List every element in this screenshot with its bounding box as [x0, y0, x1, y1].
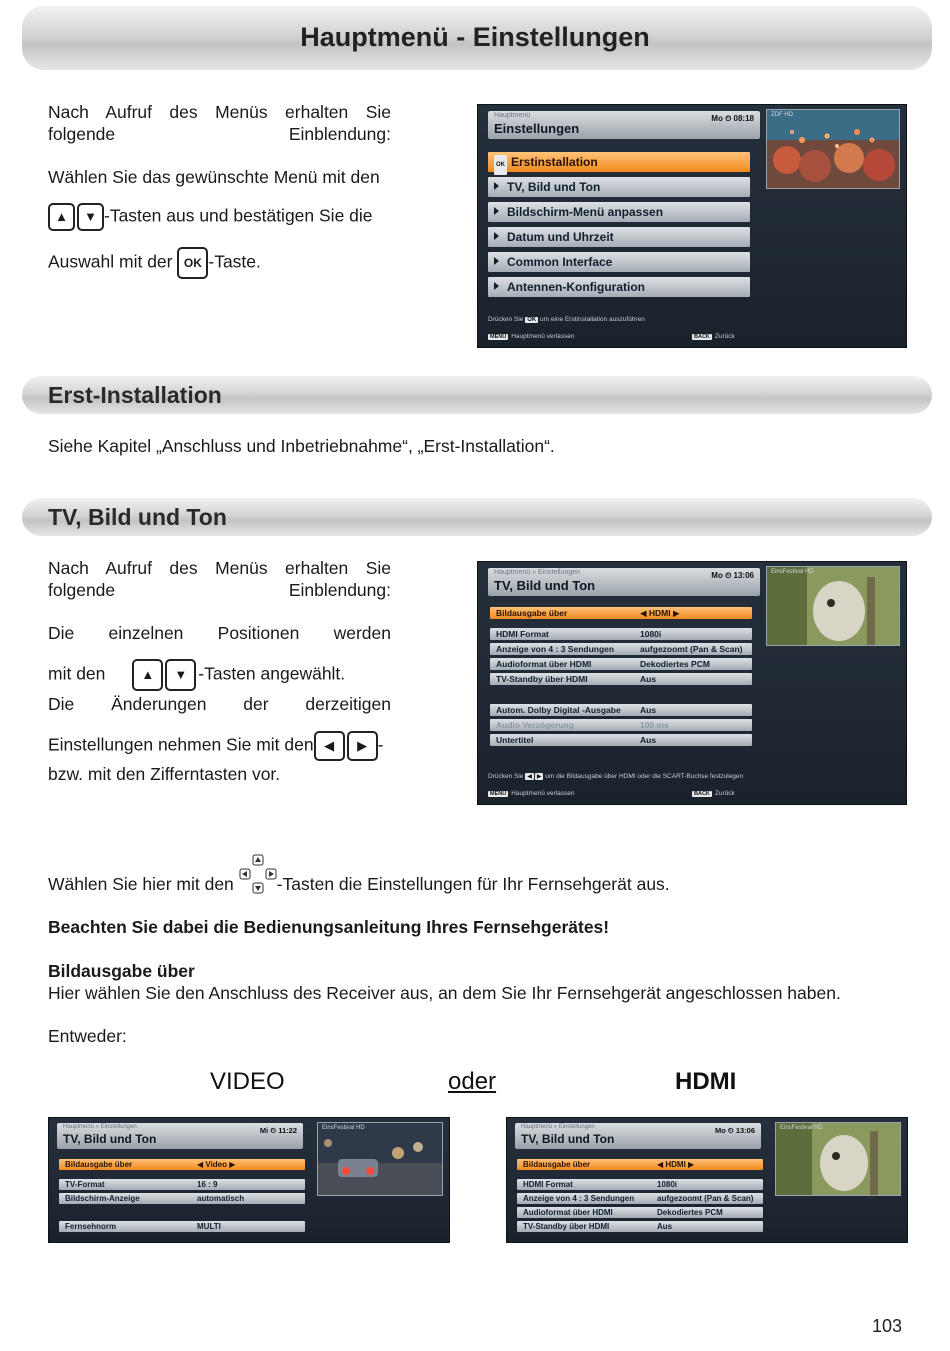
settings-row[interactable]: [59, 1179, 305, 1190]
crumb-1: Hauptmenü: [63, 1124, 95, 1130]
setting-label: Audioformat über HDMI: [496, 659, 592, 669]
setting-label: HDMI Format: [523, 1180, 573, 1189]
screen-header: [57, 1123, 303, 1149]
down-key-icon: ▼: [165, 659, 196, 691]
footer-left: [488, 333, 574, 340]
footer-right: [692, 333, 735, 340]
setting-label: TV-Standby über HDMI: [523, 1222, 610, 1231]
screen-title: TV, Bild und Ton: [521, 1132, 615, 1146]
tv-text-mit-den: mit den: [48, 663, 106, 684]
section-title-erst-installation: Erst-Installation: [48, 382, 222, 408]
ok-key-icon: OK: [177, 247, 208, 279]
crumb-2: Einstellungen: [558, 1124, 595, 1130]
setting-value: ◀ HDMI ▶: [640, 608, 680, 618]
footer-right: [692, 790, 735, 797]
erst-installation-text: Siehe Kapitel „Anschluss und Inbetriebnahme“, „Erst-Installation“.: [48, 436, 555, 456]
setting-value: MULTI: [197, 1222, 221, 1231]
screen-header: [515, 1123, 761, 1149]
entweder-label: Entweder:: [48, 1026, 127, 1046]
setting-label: Audio Verzögerung: [496, 720, 574, 730]
video-output-screenshot: [48, 1117, 450, 1243]
hint-text-b: um eine Erstinstallation auszuführen: [540, 316, 645, 323]
tv-text-angewaehlt: -Tasten angewählt.: [198, 663, 346, 684]
setting-label: Audioformat über HDMI: [523, 1208, 613, 1217]
settings-row[interactable]: [517, 1207, 763, 1218]
section-title-tv-bild-ton: TV, Bild und Ton: [48, 504, 227, 530]
settings-row[interactable]: [59, 1159, 305, 1170]
settings-row[interactable]: [490, 734, 752, 746]
screen-breadcrumb: Hauptmenü: [494, 112, 531, 119]
crumb-1: Hauptmenü: [494, 569, 531, 576]
setting-label: Anzeige von 4 : 3 Sendungen: [496, 644, 615, 654]
lemur-image: [776, 1123, 900, 1195]
setting-label: Fernsehnorm: [65, 1222, 117, 1231]
tv-bild-ton-screenshot: [477, 561, 907, 805]
channel-name: EinsFestival HD: [780, 1125, 823, 1131]
setting-value: 100 ms: [640, 720, 669, 730]
settings-row[interactable]: [490, 643, 752, 655]
tv-text-aenderungen: Die Änderungen der derzeitigen: [48, 694, 391, 714]
settings-menu-screenshot: [477, 104, 907, 348]
settings-row[interactable]: [490, 658, 752, 670]
bildausgabe-text: Hier wählen Sie den Anschluss des Receiver aus, an dem Sie Ihr Fernsehgerät angeschlossen haben.: [48, 983, 841, 1003]
settings-row[interactable]: [517, 1159, 763, 1170]
option-video: VIDEO: [210, 1068, 285, 1095]
menu-item-bildschirm-menu[interactable]: [488, 202, 750, 222]
setting-value: 1080i: [657, 1180, 678, 1189]
channel-name: EinsFestival HD: [322, 1125, 365, 1131]
menu-item-label: Common Interface: [507, 255, 613, 269]
footer-left: [488, 790, 574, 797]
menu-key-badge: MENU: [490, 334, 507, 340]
hdmi-output-screenshot: [506, 1117, 908, 1243]
settings-row[interactable]: [490, 673, 752, 685]
bildausgabe-title: Bildausgabe über: [48, 961, 195, 981]
setting-value: automatisch: [197, 1194, 245, 1203]
menu-item-label: Antennen-Konfiguration: [507, 280, 645, 294]
setting-label: Anzeige von 4 : 3 Sendungen: [523, 1194, 635, 1203]
footer-right-text: Zurück: [714, 333, 735, 340]
select-text-line: [48, 872, 908, 895]
crumb-1: Hauptmenü: [521, 1124, 553, 1130]
setting-label: Bildausgabe über: [496, 608, 568, 618]
settings-row[interactable]: [490, 628, 752, 640]
menu-item-label: Datum und Uhrzeit: [507, 230, 614, 244]
tv-text-einstellungen: Einstellungen nehmen Sie mit den: [48, 734, 314, 755]
screen-header: [488, 111, 760, 139]
settings-row[interactable]: [517, 1193, 763, 1204]
settings-row[interactable]: [517, 1179, 763, 1190]
menu-item-antennen-konfiguration[interactable]: [488, 277, 750, 297]
menu-item-label: Erstinstallation: [511, 155, 598, 169]
intro-ok-text-b: -Taste.: [208, 251, 261, 272]
screen-title: Einstellungen: [494, 121, 580, 136]
setting-label: Autom. Dolby Digital -Ausgabe: [496, 705, 621, 715]
screen-breadcrumb: [521, 1124, 595, 1130]
setting-value: ◀ Video ▶: [197, 1160, 236, 1169]
arrow-right-icon: [494, 207, 499, 215]
intro-text: Nach Aufruf des Menüs erhalten Sie folgende Einblendung:: [48, 102, 391, 144]
screen-clock: Mo ⏲ 13:06: [714, 1126, 755, 1135]
hint-text-a: Drücken Sie: [488, 773, 524, 780]
menu-key-badge: MENU: [490, 791, 507, 797]
menu-item-common-interface[interactable]: [488, 252, 750, 272]
up-key-icon: ▲: [132, 659, 163, 691]
settings-row[interactable]: [59, 1221, 305, 1232]
setting-label: Untertitel: [496, 735, 534, 745]
settings-row[interactable]: [490, 607, 752, 619]
menu-item-label: TV, Bild und Ton: [507, 180, 601, 194]
setting-value: aufgezoomt (Pan & Scan): [640, 644, 743, 654]
menu-item-datum-uhrzeit[interactable]: [488, 227, 750, 247]
setting-label: HDMI Format: [496, 629, 549, 639]
crumb-2: Einstellungen: [538, 569, 581, 576]
setting-label: Bildausgabe über: [523, 1160, 591, 1169]
settings-row[interactable]: [490, 719, 752, 731]
left-key-icon: ◀: [314, 731, 345, 761]
channel-name: ZDF HD: [771, 112, 793, 118]
arrow-right-icon: [494, 232, 499, 240]
settings-row[interactable]: [59, 1193, 305, 1204]
intro-instruction: Wählen Sie das gewünschte Menü mit den: [48, 167, 380, 187]
menu-item-erstinstallation[interactable]: [488, 152, 750, 172]
hint-text-a: Drücken Sie: [488, 316, 524, 323]
tv-intro-text: Nach Aufruf des Menüs erhalten Sie folgende Einblendung:: [48, 558, 391, 600]
tv-text-zifferntasten: bzw. mit den Zifferntasten vor.: [48, 764, 281, 784]
setting-value: Aus: [640, 674, 657, 684]
tv-manual-note: Beachten Sie dabei die Bedienungsanleitung Ihres Fernsehgerätes!: [48, 917, 610, 937]
screen-header: [488, 568, 760, 596]
screen-title: TV, Bild und Ton: [63, 1132, 157, 1146]
crumb-sep: »: [532, 569, 537, 576]
intro-ok-text-a: Auswahl mit der: [48, 251, 173, 272]
screen-clock: Mo ⏲ 13:06: [711, 571, 754, 580]
back-key-badge: BACK: [694, 791, 710, 797]
crumb-sep: »: [553, 1124, 558, 1130]
screen-title: TV, Bild und Ton: [494, 578, 596, 593]
setting-label: Bildschirm-Anzeige: [65, 1194, 140, 1203]
setting-label: TV-Format: [65, 1180, 105, 1189]
intro-ok-line: [48, 247, 398, 279]
tv-text-updown-line: [48, 659, 391, 691]
channel-preview: [766, 566, 900, 646]
settings-row[interactable]: [490, 704, 752, 716]
screen-hint: [488, 773, 743, 780]
page-number: 103: [872, 1316, 903, 1336]
setting-label: TV-Standby über HDMI: [496, 674, 588, 684]
screen-clock: Mi ⏲ 11:22: [259, 1126, 297, 1135]
select-text-b: -Tasten die Einstellungen für Ihr Fernsehgerät aus.: [276, 874, 670, 894]
page-title: Hauptmenü - Einstellungen: [300, 22, 650, 52]
screen-breadcrumb: [63, 1124, 137, 1130]
setting-value: Aus: [657, 1222, 673, 1231]
arrow-right-icon: [494, 182, 499, 190]
intro-keys-line: [48, 203, 398, 231]
setting-value: aufgezoomt (Pan & Scan): [657, 1194, 754, 1203]
select-text-a: Wählen Sie hier mit den: [48, 874, 234, 894]
setting-value: ◀ HDMI ▶: [657, 1160, 695, 1169]
ok-badge: OK: [527, 317, 537, 323]
screen-hint: [488, 316, 645, 323]
channel-preview: [766, 109, 900, 189]
tv-text-positions: Die einzelnen Positionen werden: [48, 623, 391, 643]
hint-text-b: um die Bildausgabe über HDMI oder die SCART-Buchse festzulegen: [545, 773, 744, 780]
footer-left-text: Hauptmenü verlassen: [511, 333, 575, 340]
setting-value: 16 : 9: [197, 1180, 218, 1189]
menu-item-tv-bild-ton[interactable]: [488, 177, 750, 197]
menu-item-label: Bildschirm-Menü anpassen: [507, 205, 664, 219]
four-way-keys-icon: [239, 872, 277, 894]
down-key-icon: ▼: [77, 203, 104, 231]
setting-value: Dekodiertes PCM: [640, 659, 710, 669]
back-key-badge: BACK: [694, 334, 710, 340]
crumb-sep: »: [95, 1124, 100, 1130]
setting-value: 1080i: [640, 629, 662, 639]
channel-preview: [317, 1122, 443, 1196]
setting-value: Aus: [640, 705, 657, 715]
left-arrow-badge-icon: ◀: [527, 774, 532, 780]
intro-keys-text: -Tasten aus und bestätigen Sie die: [104, 205, 373, 226]
crumb-2: Einstellungen: [100, 1124, 137, 1130]
option-hdmi: HDMI: [675, 1068, 737, 1095]
screen-breadcrumb: [494, 569, 580, 576]
channel-preview: [775, 1122, 901, 1196]
setting-value: Aus: [640, 735, 657, 745]
footer-right-text: Zurück: [714, 790, 735, 797]
right-arrow-badge-icon: ▶: [536, 774, 542, 780]
tv-text-dash: -: [377, 734, 384, 755]
street-traffic-image: [318, 1123, 442, 1195]
settings-row[interactable]: [517, 1221, 763, 1232]
tv-text-leftright-line: [48, 731, 398, 761]
lemur-image: [767, 567, 899, 645]
channel-name: EinsFestival HD: [771, 569, 814, 575]
arrow-right-icon: [494, 257, 499, 265]
setting-value: Dekodiertes PCM: [657, 1208, 723, 1217]
right-key-icon: ▶: [347, 731, 378, 761]
ok-badge: OK: [494, 155, 507, 175]
up-key-icon: ▲: [48, 203, 75, 231]
setting-label: Bildausgabe über: [65, 1160, 133, 1169]
footer-left-text: Hauptmenü verlassen: [511, 790, 575, 797]
dpad-icon: [239, 854, 277, 894]
screen-clock: Mo ⏲ 08:18: [711, 114, 754, 123]
coral-reef-image: [767, 110, 899, 188]
option-oder: oder: [448, 1068, 497, 1095]
arrow-right-icon: [494, 282, 499, 290]
